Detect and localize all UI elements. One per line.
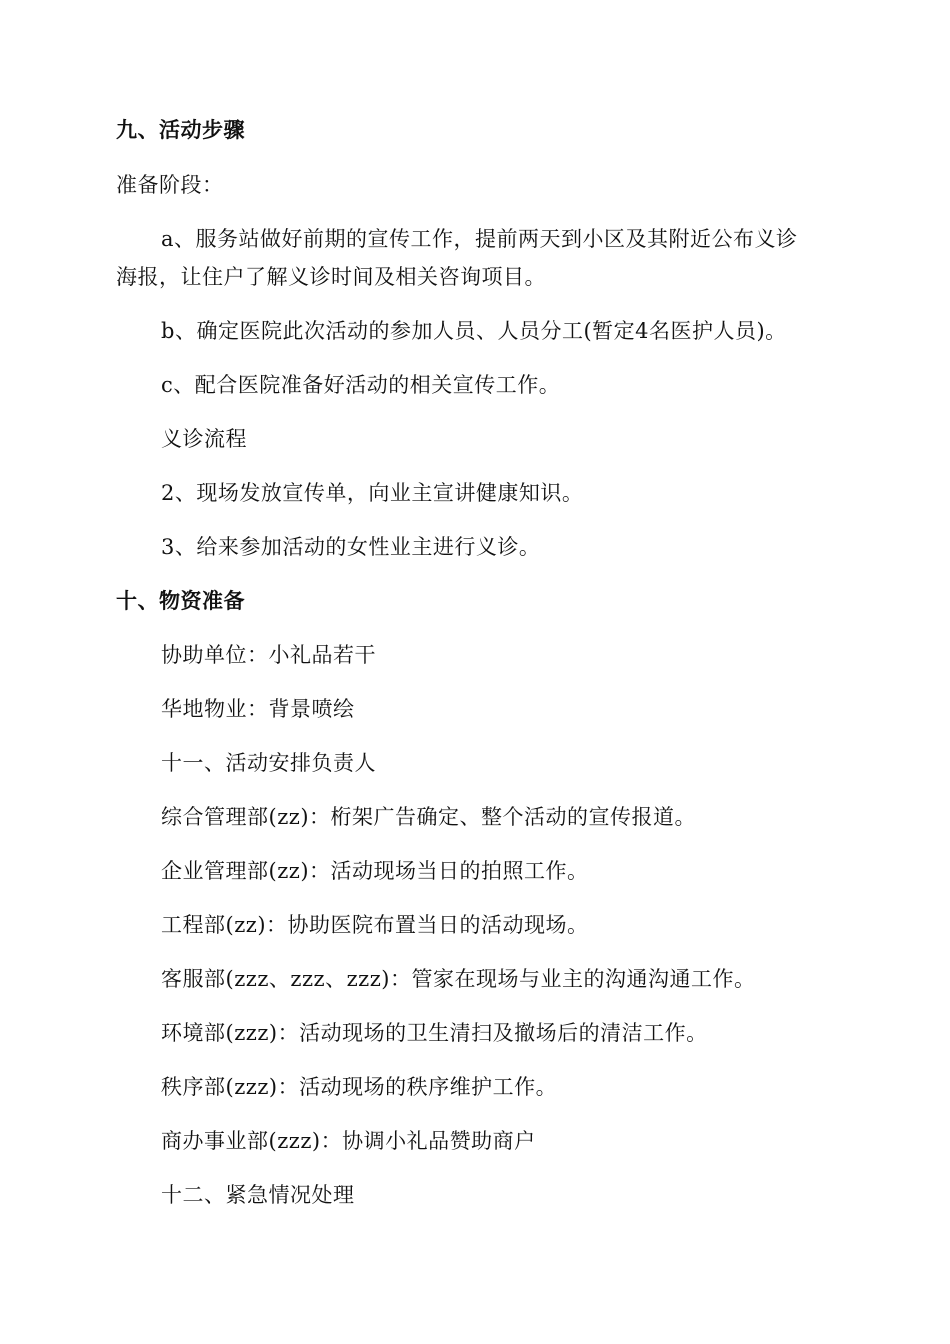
dept-commerce: 商办事业部(zzz)：协调小礼品赞助商户: [161, 1129, 536, 1153]
huadi-property: 华地物业：背景喷绘: [161, 697, 355, 721]
dept-customer-service: 客服部(zzz、zzz、zzz)：管家在现场与业主的沟通沟通工作。: [161, 967, 756, 991]
item-c: c、配合医院准备好活动的相关宣传工作。: [161, 373, 561, 397]
section-9-heading: 九、活动步骤: [116, 117, 245, 142]
dept-environment: 环境部(zzz)：活动现场的卫生清扫及撤场后的清洁工作。: [161, 1021, 708, 1045]
dept-order: 秩序部(zzz)：活动现场的秩序维护工作。: [161, 1075, 558, 1099]
flow-item-2: 2、现场发放宣传单，向业主宣讲健康知识。: [161, 481, 584, 505]
assist-unit: 协助单位：小礼品若干: [161, 643, 376, 667]
dept-enterprise-management: 企业管理部(zz)：活动现场当日的拍照工作。: [161, 859, 589, 883]
flow-item-3: 3、给来参加活动的女性业主进行义诊。: [161, 535, 541, 559]
item-a-line2: 海报，让住户了解义诊时间及相关咨询项目。: [116, 265, 546, 289]
section-12-heading: 十二、紧急情况处理: [161, 1183, 355, 1207]
dept-engineering: 工程部(zz)：协助医院布置当日的活动现场。: [161, 913, 589, 937]
item-b: b、确定医院此次活动的参加人员、人员分工(暂定4名医护人员)。: [161, 319, 787, 343]
section-10-heading: 十、物资准备: [116, 588, 245, 613]
dept-general-management: 综合管理部(zz)：桁架广告确定、整个活动的宣传报道。: [161, 805, 697, 829]
item-a-line1: a、服务站做好前期的宣传工作，提前两天到小区及其附近公布义诊: [161, 227, 798, 251]
clinic-flow-label: 义诊流程: [161, 427, 247, 451]
prep-stage-label: 准备阶段：: [116, 173, 224, 197]
section-11-heading: 十一、活动安排负责人: [161, 751, 376, 775]
